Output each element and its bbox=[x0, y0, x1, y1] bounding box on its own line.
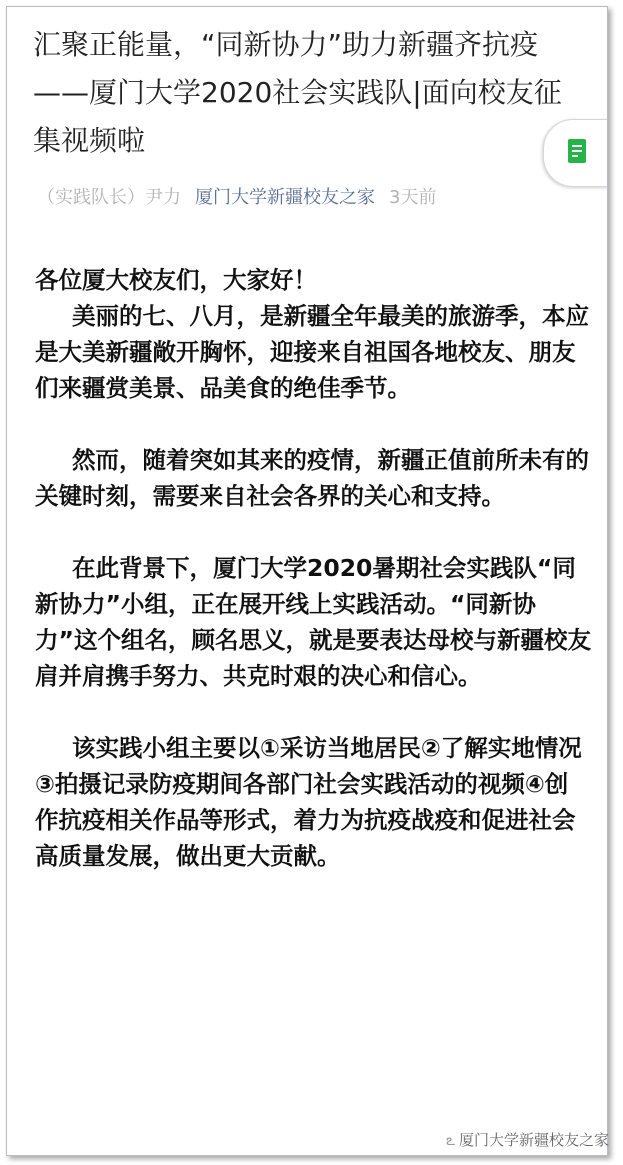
article-paragraph: 然而，随着突如其来的疫情，新疆正值前所未有的关键时刻，需要来自社会各界的关心和支持。 bbox=[35, 446, 589, 510]
floating-note-button[interactable] bbox=[543, 119, 608, 187]
wechat-icon: ఽ bbox=[446, 1131, 455, 1149]
screenshot-frame bbox=[6, 6, 608, 1156]
wechat-watermark bbox=[446, 1129, 609, 1153]
article-body bbox=[35, 262, 591, 874]
article-paragraph: 该实践小组主要以①采访当地居民②了解实地情况③拍摄记录防疫期间各部门社会实践活动的视频④创作抗疫相关作品等形式，着力为抗疫战疫和促进社会高质量发展，做出更大贡献。 bbox=[35, 734, 582, 870]
greeting: 各位厦大校友们，大家好！ bbox=[35, 266, 317, 294]
account-name-link[interactable]: 厦门大学新疆校友之家 bbox=[195, 187, 375, 208]
article-author: （实践队长）尹力 bbox=[37, 187, 181, 208]
article-meta bbox=[37, 185, 436, 211]
watermark-text: 厦门大学新疆校友之家 bbox=[458, 1131, 609, 1149]
article-paragraph: 美丽的七、八月，是新疆全年最美的旅游季，本应是大美新疆敞开胸怀，迎接来自祖国各地校友、朋友们来疆赏美景、品美食的绝佳季节。 bbox=[35, 302, 589, 402]
article-paragraph: 在此背景下，厦门大学2020暑期社会实践队“同新协力”小组，正在展开线上实践活动。“同新协力”这个组名，顾名思义，就是要表达母校与新疆校友肩并肩携手努力、共克时艰的决心和信心。 bbox=[35, 554, 591, 690]
article-title: 汇聚正能量，“同新协力”助力新疆齐抗疫——厦门大学2020社会实践队|面向校友征集视频啦 bbox=[33, 28, 562, 157]
publish-time: 3天前 bbox=[389, 187, 437, 208]
document-icon bbox=[568, 139, 586, 163]
